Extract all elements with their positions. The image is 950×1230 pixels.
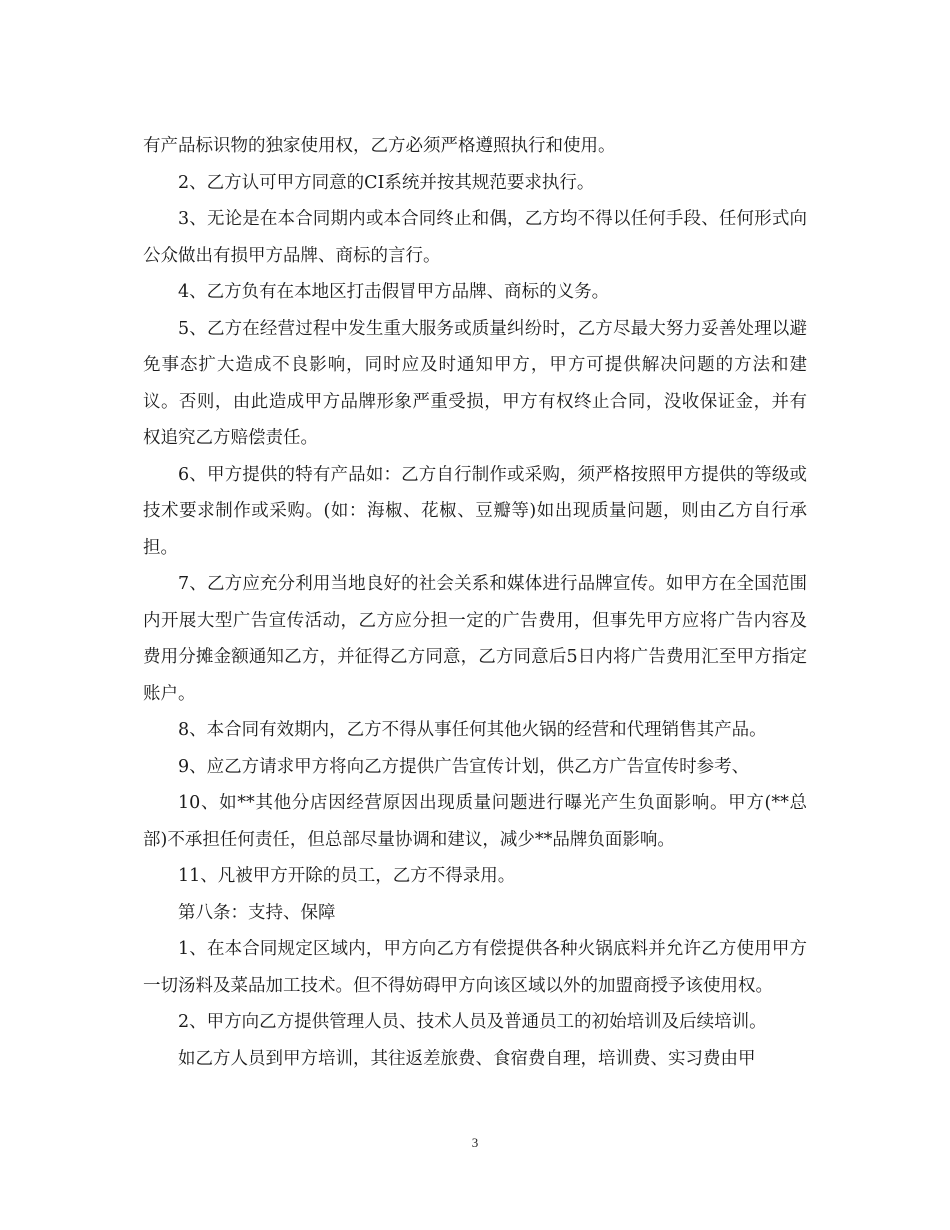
paragraph: 2、甲方向乙方提供管理人员、技术人员及普通员工的初始培训及后续培训。 xyxy=(178,1012,767,1032)
paragraph: 8、本合同有效期内，乙方不得从事任何其他火锅的经营和代理销售其产品。 xyxy=(178,720,767,740)
paragraph: 6、甲方提供的特有产品如：乙方自行制作或采购，须严格按照甲方提供的等级或技术要求制作或采购。(如：海椒、花椒、豆瓣等)如出现质量问题，则由乙方自行承担。 xyxy=(143,464,807,558)
paragraph: 2、乙方认可甲方同意的CI系统并按其规范要求执行。 xyxy=(178,172,595,193)
paragraph: 4、乙方负有在本地区打击假冒甲方品牌、商标的义务。 xyxy=(178,282,610,302)
document-body xyxy=(143,128,807,1077)
paragraph: 11、凡被甲方开除的员工，乙方不得录用。 xyxy=(178,866,516,886)
paragraph: 5、乙方在经营过程中发生重大服务或质量纠纷时，乙方尽最大努力妥善处理以避免事态扩大造成不良影响，同时应及时通知甲方，甲方可提供解决问题的方法和建议。否则，由此造成甲方品牌形象严重受损，甲方有权终止合同，没收保证金，并有权追究乙方赔偿责任。 xyxy=(143,318,807,448)
section-heading: 第八条：支持、保障 xyxy=(178,902,336,923)
paragraph: 1、在本合同规定区域内，甲方向乙方有偿提供各种火锅底料并允许乙方使用甲方一切汤料及菜品加工技术。但不得妨碍甲方向该区域以外的加盟商授予该使用权。 xyxy=(143,939,807,996)
paragraph: 9、应乙方请求甲方将向乙方提供广告宣传计划，供乙方广告宣传时参考、 xyxy=(178,756,750,777)
paragraph: 有产品标识物的独家使用权，乙方必须严格遵照执行和使用。 xyxy=(143,136,616,156)
paragraph: 如乙方人员到甲方培训，其往返差旅费、食宿费自理，培训费、实习费由甲 xyxy=(178,1048,756,1069)
page-number: 3 xyxy=(471,1135,479,1150)
paragraph: 10、如**其他分店因经营原因出现质量问题进行曝光产生负面影响。甲方(**总部)不承担任何责任，但总部尽量协调和建议，减少**品牌负面影响。 xyxy=(143,793,807,850)
paragraph: 3、无论是在本合同期内或本合同终止和偶，乙方均不得以任何手段、任何形式向公众做出有损甲方品牌、商标的言行。 xyxy=(143,209,807,266)
paragraph: 7、乙方应充分利用当地良好的社会关系和媒体进行品牌宣传。如甲方在全国范围内开展大型广告宣传活动，乙方应分担一定的广告费用，但事先甲方应将广告内容及费用分摊金额通知乙方，并征得乙方同意，乙方同意后5日内将广告费用汇至甲方指定账户。 xyxy=(143,574,807,704)
